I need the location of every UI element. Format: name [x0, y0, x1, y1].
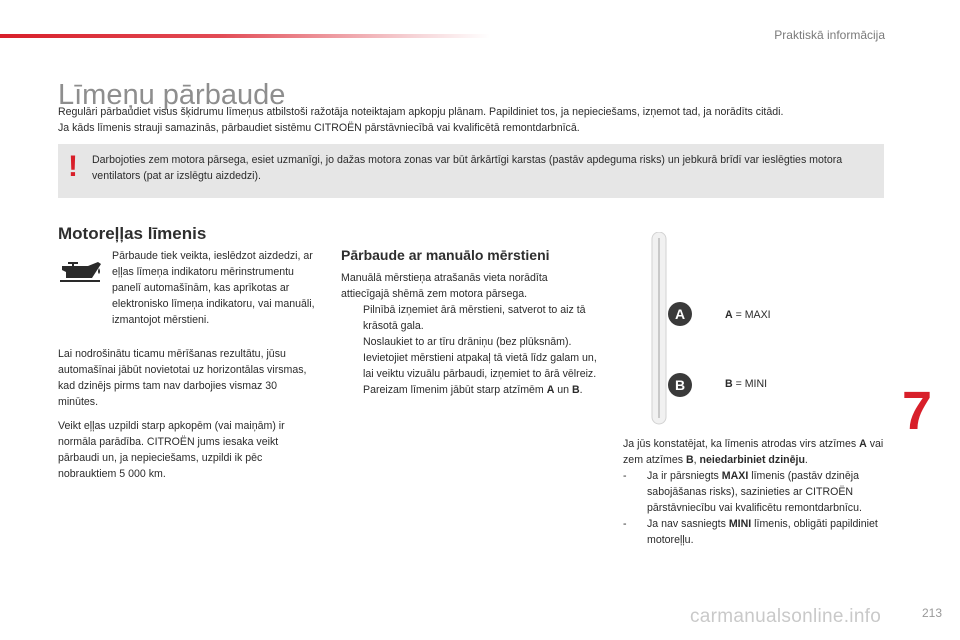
- oil-level-paragraph-2: Veikt eļļas uzpildi starp apkopēm (vai maiņām) ir normāla parādība. CITROËN jums iesaka veikt pārbaudi un, ja nepieciešams, uzpildi ik pēc nobrauktiem 5 000 km.: [58, 420, 285, 480]
- dipstick-mark-a: A: [674, 306, 686, 322]
- intro-line-2: Ja kāds līmenis strauji samazinās, pārbaudiet sistēmu CITROËN pārstāvniecībā vai kvalificētā remontdarbnīcā.: [58, 122, 580, 134]
- level-paragraph: Ja jūs konstatējat, ka līmenis atrodas virs atzīmes A vai zem atzīmes B, neiedarbiniet dzinēju.: [623, 438, 884, 466]
- manual-check-steps: [341, 302, 597, 398]
- list-item: [341, 302, 597, 334]
- dipstick-illustration: [640, 232, 704, 428]
- manual-check-heading: Pārbaude ar manuālo mērstieni: [341, 247, 550, 263]
- dipstick-mark-b: B: [674, 377, 686, 393]
- level-actions: [623, 468, 885, 548]
- intro-text: [58, 104, 898, 136]
- oil-level-heading: Motoreļļas līmenis: [58, 224, 207, 243]
- warning-box: [58, 144, 884, 198]
- step-text: Ievietojiet mērstieni atpakaļ tā vietā līdz galam un, lai veiktu vizuālu pārbaudi, izņemiet to ārā vēlreiz. Pareizam līmenim jābūt starp atzīmēm A un B.: [363, 352, 597, 396]
- page-number: 213: [921, 606, 942, 620]
- step-text: Pilnībā izņemiet ārā mērstieni, satverot to aiz tā krāsotā gala.: [363, 304, 586, 332]
- list-item: [341, 350, 597, 398]
- list-item: - Ja ir pārsniegts MAXI līmenis (pastāv dzinēja sabojāšanas risks), sazinieties ar CITROËN pārstāvniecību vai kvalificētu remontdarbnīcu.: [623, 470, 862, 514]
- warning-icon: !: [68, 150, 78, 183]
- oil-can-icon: [58, 256, 104, 286]
- step-text: Noslaukiet to ar tīru drāniņu (bez plūksnām).: [363, 336, 572, 348]
- page-title: Līmeņu pārbaude: [58, 79, 286, 112]
- label-mini: B = MINI: [725, 378, 768, 390]
- warning-text: Darbojoties zem motora pārsega, esiet uzmanīgi, jo dažas motora zonas var būt ārkārtīgi karstas (pastāv apdeguma risks) un jebkurā brīdī var ieslēgties motora ventilators (pat ar izslēgtu aizdedzi).: [92, 154, 843, 182]
- oil-level-paragraph-1: Lai nodrošinātu ticamu mērīšanas rezultātu, jūsu automašīnai jābūt novietotai uz horizontālas virsmas, kad dzinējs pirms tam nav darbojies vismaz 30 minūtes.: [58, 348, 307, 408]
- label-maxi: A = MAXI: [725, 309, 771, 321]
- header-accent-bar: [0, 34, 490, 38]
- intro-line-1: Regulāri pārbaudiet visus šķidrumu līmeņus atbilstoši ražotāja noteiktajam apkopju plānam. Papildiniet tos, ja nepieciešams, izņemot tad, ja norādīts citādi.: [58, 106, 784, 118]
- list-item: - Ja nav sasniegts MINI līmenis, obligāti papildiniet motoreļļu.: [623, 518, 878, 546]
- list-item: [341, 334, 597, 350]
- watermark: carmanualsonline.info: [690, 606, 882, 627]
- level-warning-text: [623, 436, 885, 548]
- section-label: Praktiskā informācija: [774, 28, 885, 42]
- chapter-number: 7: [902, 381, 933, 441]
- oil-indicator-text: Pārbaude tiek veikta, ieslēdzot aizdedzi, ar eļļas līmeņa indikatoru mērinstrumentu panelī automašīnām, kas aprīkotas ar elektronisko līmeņa indikatoru, vai manuāli, izmantojot mērstieni.: [112, 250, 315, 326]
- manual-check-intro: Manuālā mērstieņa atrašanās vieta norādīta attiecīgajā shēmā zem motora pārsega.: [341, 272, 548, 300]
